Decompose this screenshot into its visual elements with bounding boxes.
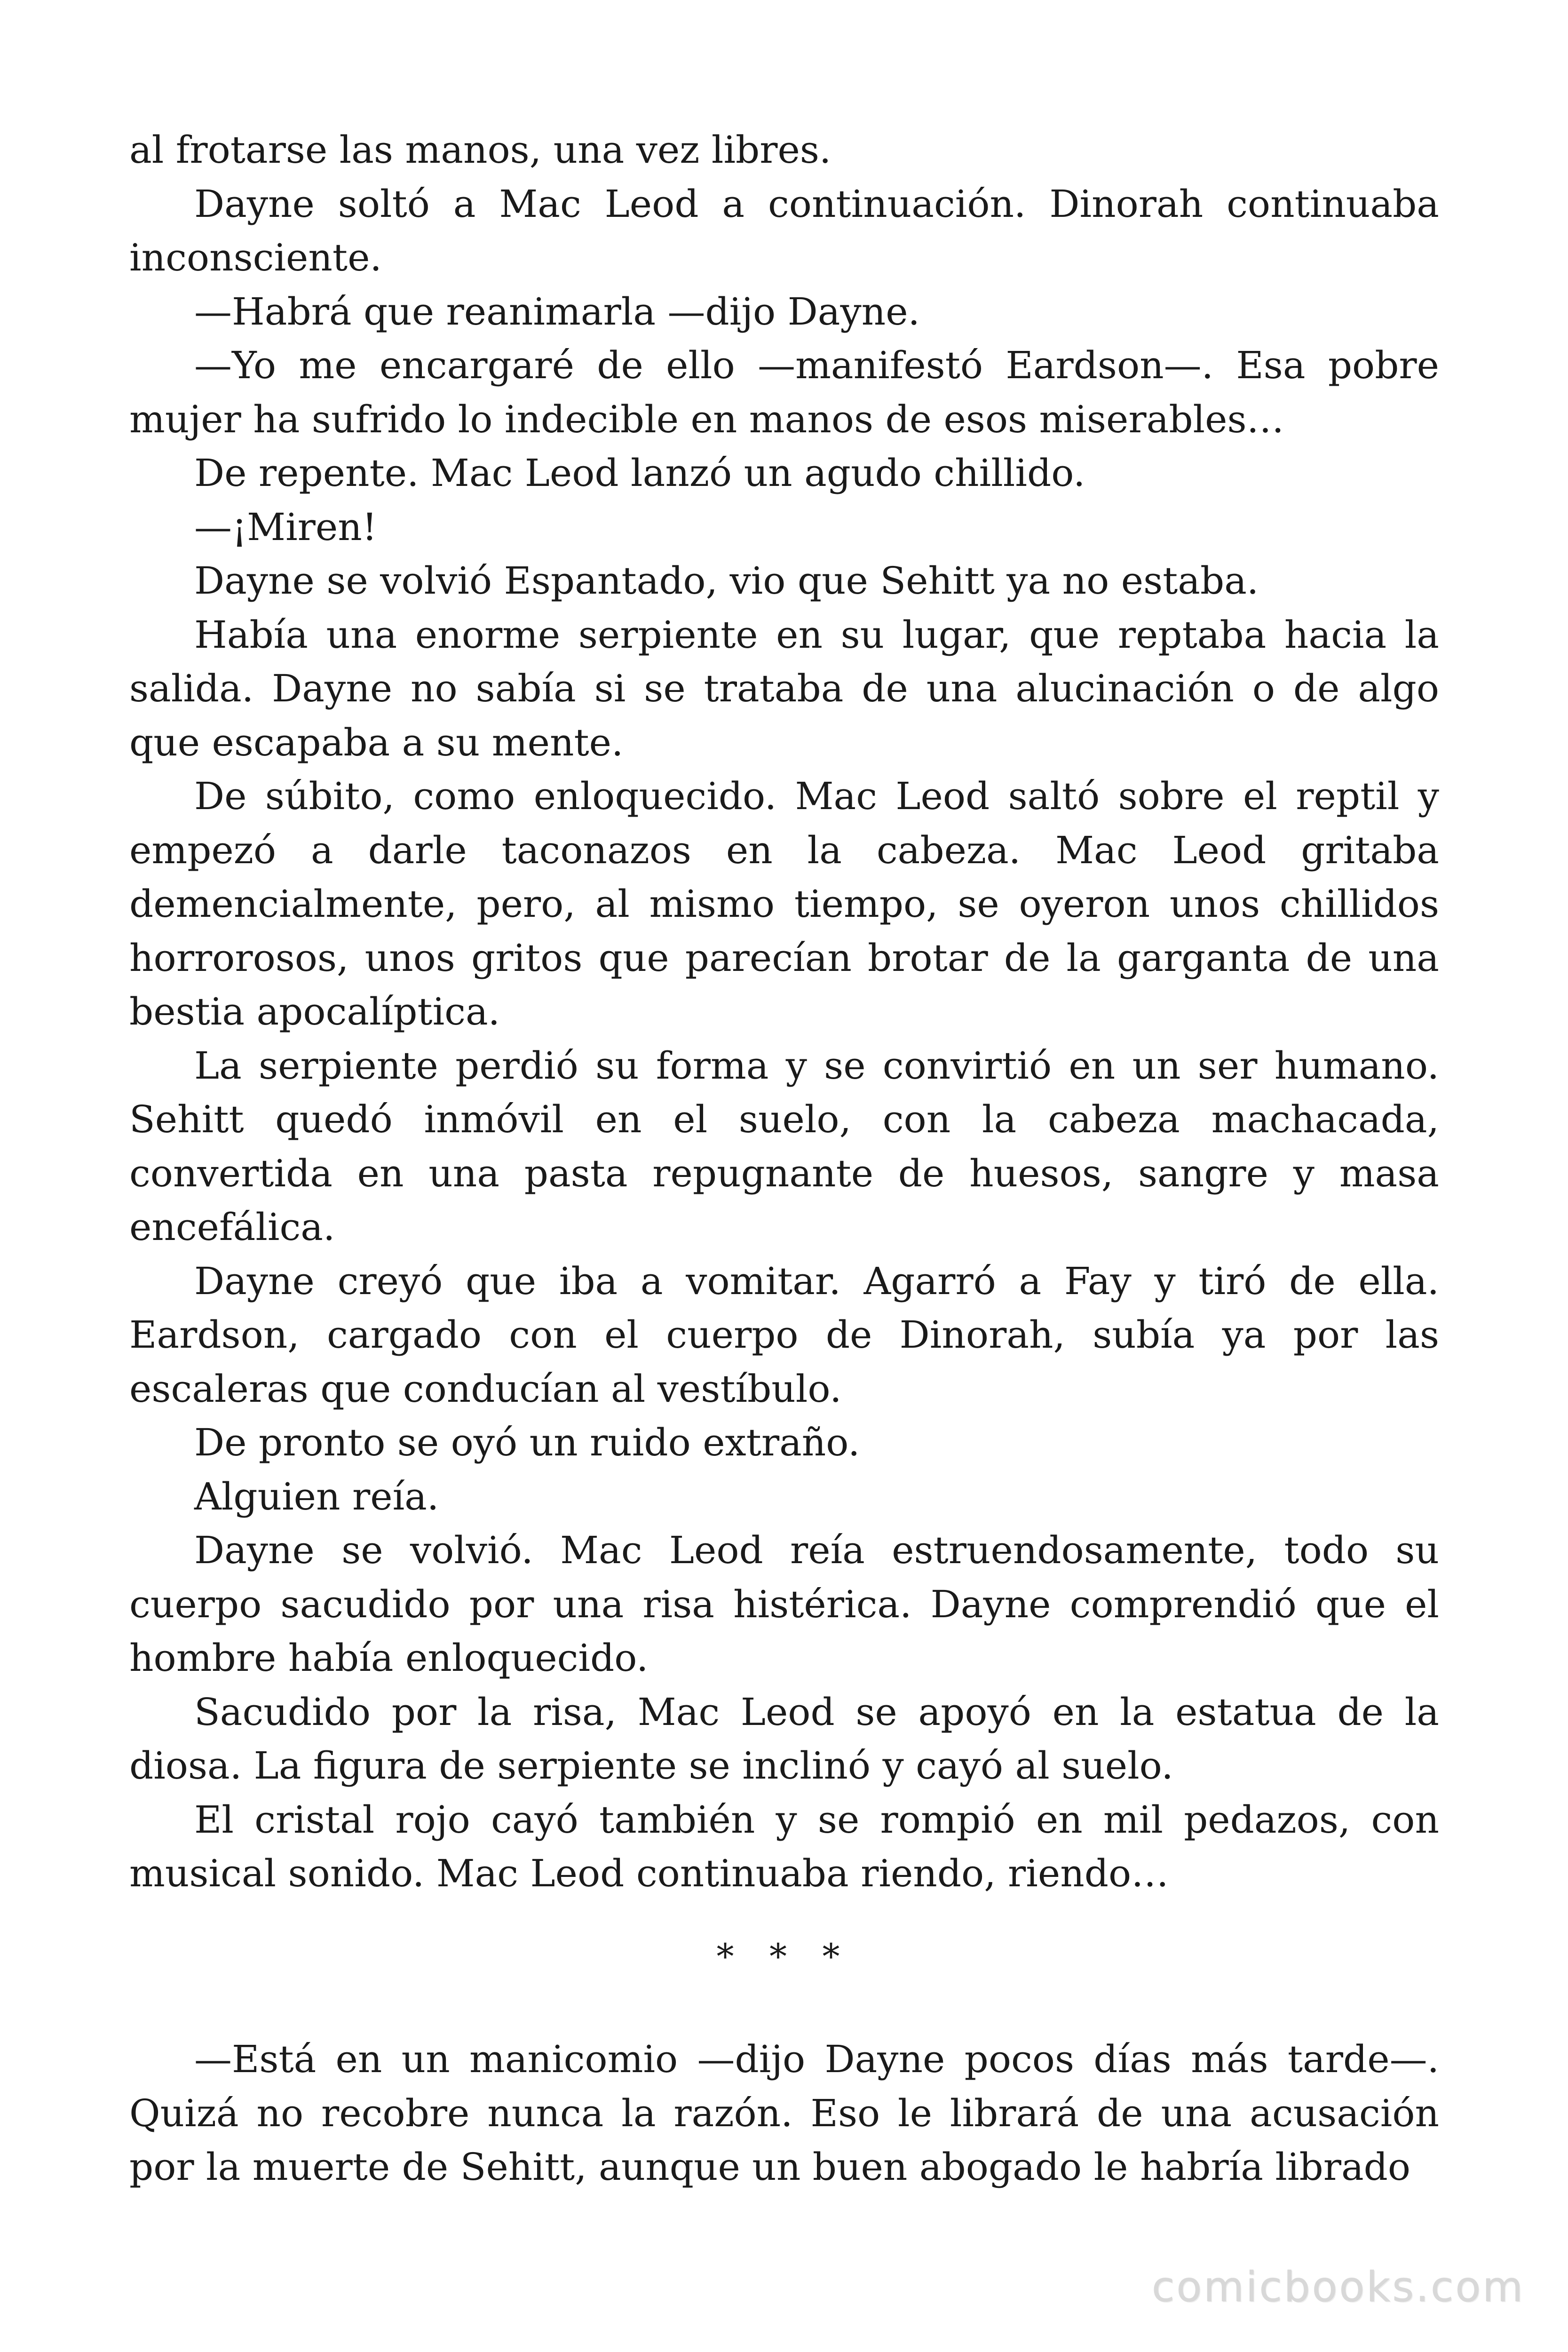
- paragraph: Dayne se volvió Espantado, vio que Sehitt ya no estaba.: [194, 559, 1259, 603]
- paragraph: —Habrá que reanimarla —dijo Dayne.: [194, 289, 920, 334]
- paragraph: Había una enorme serpiente en su lugar, que reptaba hacia la salida. Dayne no sabía si se trataba de una alucinación o de algo que escapaba a su mente.: [129, 612, 1439, 764]
- paragraph: —Yo me encargaré de ello —manifestó Eardson—. Esa pobre mujer ha sufrido lo indecible en manos de esos miserables…: [129, 343, 1439, 441]
- page-body-text: [129, 123, 1439, 2194]
- paragraph: De pronto se oyó un ruido extraño.: [194, 1421, 860, 1464]
- paragraph: Alguien reía.: [194, 1474, 439, 1518]
- paragraph: El cristal rojo cayó también y se rompió en mil pedazos, con musical sonido. Mac Leod continuaba riendo, riendo…: [129, 1797, 1439, 1895]
- site-watermark: comicbooks.com: [1151, 2263, 1525, 2311]
- paragraph: De repente. Mac Leod lanzó un agudo chillido.: [194, 451, 1085, 495]
- paragraph: al frotarse las manos, una vez libres.: [129, 128, 832, 172]
- paragraph: —Está en un manicomio —dijo Dayne pocos días más tarde—. Quizá no recobre nunca la razón. Eso le librará de una acusación por la muerte de Sehitt, aunque un buen abogado le habría librado: [129, 2037, 1439, 2189]
- paragraph: Dayne se volvió. Mac Leod reía estruendosamente, todo su cuerpo sacudido por una risa histérica. Dayne comprendió que el hombre había enloquecido.: [129, 1528, 1439, 1680]
- paragraph: Sacudido por la risa, Mac Leod se apoyó en la estatua de la diosa. La figura de serpiente se inclinó y cayó al suelo.: [129, 1690, 1439, 1788]
- paragraph: De súbito, como enloquecido. Mac Leod saltó sobre el reptil y empezó a darle taconazos en la cabeza. Mac Leod gritaba demencialmente, pero, al mismo tiempo, se oyeron unos chillidos horrorosos, unos gritos que parecían brotar de la garganta de una bestia apocalíptica.: [129, 774, 1439, 1033]
- paragraph: La serpiente perdió su forma y se convirtió en un ser humano. Sehitt quedó inmóvil en el suelo, con la cabeza machacada, convertida en una pasta repugnante de huesos, sangre y masa encefálica.: [129, 1043, 1439, 1249]
- paragraph: Dayne soltó a Mac Leod a continuación. Dinorah continuaba inconsciente.: [129, 182, 1439, 279]
- paragraph: —¡Miren!: [194, 505, 377, 549]
- paragraph: Dayne creyó que iba a vomitar. Agarró a Fay y tiró de ella. Eardson, cargado con el cuerpo de Dinorah, subía ya por las escaleras que conducían al vestíbulo.: [129, 1259, 1439, 1411]
- scene-break-separator: * * *: [716, 1936, 852, 1977]
